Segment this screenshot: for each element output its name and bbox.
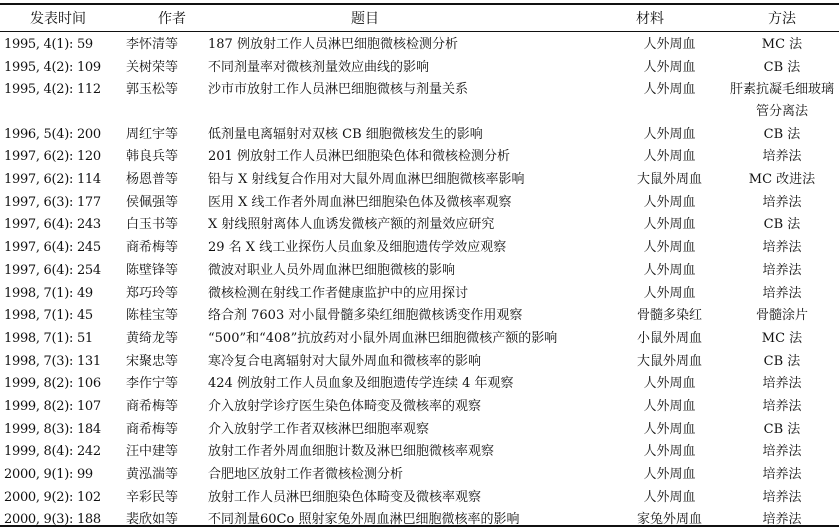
cell-title: 铅与 X 射线复合作用对大鼠外周血淋巴细胞微核率影响 (208, 172, 525, 188)
table-row (0, 418, 839, 441)
header-method: 方法 (768, 11, 796, 27)
cell-material: 人外周血 (643, 467, 696, 483)
cell-title: 29 名 X 线工业探伤人员血象及细胞遗传学效应观察 (208, 240, 507, 256)
cell-author: 宋聚忠等 (126, 353, 179, 369)
header-title: 题目 (351, 11, 379, 27)
table-row (0, 191, 839, 214)
cell-method: 培养法 (762, 512, 802, 528)
cell-author: 陈桂宝等 (126, 308, 179, 324)
table-row (0, 396, 839, 419)
table-row (0, 305, 839, 328)
cell-method: 培养法 (762, 240, 802, 256)
cell-author: 李作宁等 (126, 376, 179, 392)
cell-method: 培养法 (762, 285, 802, 301)
cell-date: 1999, 8(2): 106 (4, 376, 101, 392)
cell-title: 沙市市放射工作人员淋巴细胞微核与剂量关系 (208, 82, 469, 98)
table-row (0, 146, 839, 169)
table-row (0, 237, 839, 260)
cell-date: 1995, 4(1): 59 (4, 37, 93, 53)
table-row (0, 123, 839, 146)
cell-material: 家兔外周血 (636, 512, 702, 528)
cell-material: 人外周血 (643, 421, 696, 437)
cell-material: 人外周血 (643, 126, 696, 142)
cell-method: 培养法 (762, 467, 802, 483)
cell-method: 培养法 (762, 444, 802, 460)
cell-material: 人外周血 (643, 376, 696, 392)
cell-title: 介入放射学工作者双核淋巴细胞率观察 (208, 421, 430, 437)
cell-author: 周红宇等 (126, 126, 179, 142)
cell-method: 培养法 (762, 489, 802, 505)
cell-material: 人外周血 (643, 262, 696, 278)
cell-date: 1997, 6(2): 114 (4, 172, 101, 188)
cell-date: 1999, 8(4): 242 (4, 444, 101, 460)
cell-date: 1997, 6(3): 177 (4, 194, 101, 210)
cell-method: 培养法 (762, 398, 802, 414)
table-body (0, 31, 839, 532)
cell-date: 1997, 6(2): 120 (4, 149, 101, 165)
cell-title: “500”和“408”抗放药对小鼠外周血淋巴细胞微核产额的影响 (208, 330, 558, 346)
cell-method: CB 法 (763, 60, 801, 76)
cell-date: 1998, 7(1): 51 (4, 330, 93, 346)
cell-title: 介入放射学诊疗医生染色体畸变及微核率的观察 (208, 398, 482, 414)
header-author: 作者 (158, 11, 186, 27)
cell-date: 1997, 6(4): 254 (4, 262, 101, 278)
cell-method: CB 法 (763, 217, 801, 233)
cell-material: 人外周血 (643, 194, 696, 210)
cell-material: 大鼠外周血 (636, 353, 702, 369)
cell-method: 培养法 (762, 262, 802, 278)
cell-material: 人外周血 (643, 240, 696, 256)
cell-date: 2000, 9(1): 99 (4, 467, 93, 483)
cell-author: 杨恩普等 (126, 172, 179, 188)
cell-material: 人外周血 (643, 285, 696, 301)
cell-material: 人外周血 (643, 217, 696, 233)
cell-date: 1995, 4(2): 109 (4, 60, 101, 76)
cell-date: 1997, 6(4): 245 (4, 240, 101, 256)
cell-title: 放射工作人员淋巴细胞染色体畸变及微核率观察 (208, 489, 482, 505)
cell-author: 汪中建等 (126, 444, 179, 460)
table-row (0, 509, 839, 532)
cell-method: MC 法 (761, 330, 803, 346)
cell-date: 1998, 7(1): 49 (4, 285, 93, 301)
cell-date: 1997, 6(4): 243 (4, 217, 101, 233)
cell-method: MC 改进法 (748, 172, 816, 188)
cell-author: 侯佩强等 (126, 194, 179, 210)
cell-author: 李怀清等 (126, 37, 179, 53)
cell-title: 合肥地区放射工作者微核检测分析 (208, 467, 404, 483)
cell-author: 商希梅等 (126, 240, 179, 256)
table-row (0, 328, 839, 351)
cell-date: 1995, 4(2): 112 (4, 82, 101, 98)
cell-material: 人外周血 (643, 398, 696, 414)
table-row (0, 486, 839, 509)
cell-date: 1998, 7(1): 45 (4, 308, 93, 324)
cell-material: 人外周血 (643, 37, 696, 53)
cell-material: 人外周血 (643, 149, 696, 165)
cell-author: 黄泓湍等 (126, 467, 179, 483)
table-row (0, 464, 839, 487)
table-row (0, 260, 839, 283)
cell-author: 商希梅等 (126, 421, 179, 437)
cell-date: 2000, 9(2): 102 (4, 489, 101, 505)
cell-author: 商希梅等 (126, 398, 179, 414)
cell-date: 1996, 5(4): 200 (4, 126, 101, 142)
cell-author: 黄绮龙等 (126, 330, 179, 346)
cell-title: 低剂量电离辐射对双核 CB 细胞微核发生的影响 (208, 126, 483, 142)
cell-author: 韩良兵等 (126, 149, 179, 165)
cell-method: MC 法 (761, 37, 803, 53)
table-row (0, 282, 839, 305)
cell-method: CB 法 (763, 353, 801, 369)
cell-title: 424 例放射工作人员血象及细胞遗传学连续 4 年观察 (208, 376, 514, 392)
header-row (0, 5, 839, 31)
cell-title: 微核检测在射线工作者健康监护中的应用探讨 (208, 285, 469, 301)
cell-method: CB 法 (763, 421, 801, 437)
header-date: 发表时间 (30, 11, 86, 27)
table-row (0, 350, 839, 373)
cell-author: 裴欣如等 (126, 512, 179, 528)
cell-date: 1999, 8(2): 107 (4, 398, 101, 414)
cell-material: 人外周血 (643, 489, 696, 505)
cell-method: 肝素抗凝毛细玻璃管分离法 (729, 82, 834, 120)
cell-title: 微波对职业人员外周血淋巴细胞微核的影响 (208, 262, 456, 278)
cell-method: 培养法 (762, 376, 802, 392)
cell-title: X 射线照射离体人血诱发微核产额的剂量效应研究 (208, 217, 495, 233)
table-row (0, 441, 839, 464)
cell-date: 2000, 9(3): 188 (4, 512, 101, 528)
cell-title: 医用 X 线工作者外周血淋巴细胞染色体及微核率观察 (208, 194, 512, 210)
cell-title: 201 例放射工作人员淋巴细胞染色体和微核检测分析 (208, 149, 510, 165)
table-header (0, 5, 839, 31)
cell-method: 培养法 (762, 194, 802, 210)
table-row (0, 79, 839, 123)
cell-method: 骨髓涂片 (755, 308, 808, 324)
cell-material: 大鼠外周血 (636, 172, 702, 188)
cell-title: 不同剂量率对微核剂量效应曲线的影响 (208, 60, 430, 76)
cell-date: 1999, 8(3): 184 (4, 421, 101, 437)
table-row (0, 169, 839, 192)
cell-material: 小鼠外周血 (636, 330, 702, 346)
cell-title: 络合剂 7603 对小鼠骨髓多染红细胞微核诱变作用观察 (208, 308, 523, 324)
cell-material: 人外周血 (643, 82, 696, 98)
cell-material: 人外周血 (643, 444, 696, 460)
cell-title: 不同剂量60Co 照射家兔外周血淋巴细胞微核率的影响 (208, 512, 520, 528)
cell-author: 白玉书等 (126, 217, 179, 233)
cell-method: CB 法 (763, 126, 801, 142)
table-row (0, 214, 839, 237)
header-material: 材料 (636, 11, 664, 27)
cell-author: 陈壁锋等 (126, 262, 179, 278)
cell-title: 放射工作者外周血细胞计数及淋巴细胞微核率观察 (208, 444, 495, 460)
cell-author: 辛彩民等 (126, 489, 179, 505)
table-row (0, 373, 839, 396)
cell-author: 郑巧玲等 (126, 285, 179, 301)
cell-material: 骨髓多染红 (636, 308, 702, 324)
table-row (0, 31, 839, 57)
cell-title: 187 例放射工作人员淋巴细胞微核检测分析 (208, 37, 458, 53)
table-row (0, 57, 839, 80)
cell-author: 关树荣等 (126, 60, 179, 76)
cell-method: 培养法 (762, 149, 802, 165)
cell-author: 郭玉松等 (126, 82, 179, 98)
cell-title: 寒冷复合电离辐射对大鼠外周血和微核率的影响 (208, 353, 482, 369)
cell-material: 人外周血 (643, 60, 696, 76)
publication-table (0, 5, 839, 532)
cell-date: 1998, 7(3): 131 (4, 353, 101, 369)
